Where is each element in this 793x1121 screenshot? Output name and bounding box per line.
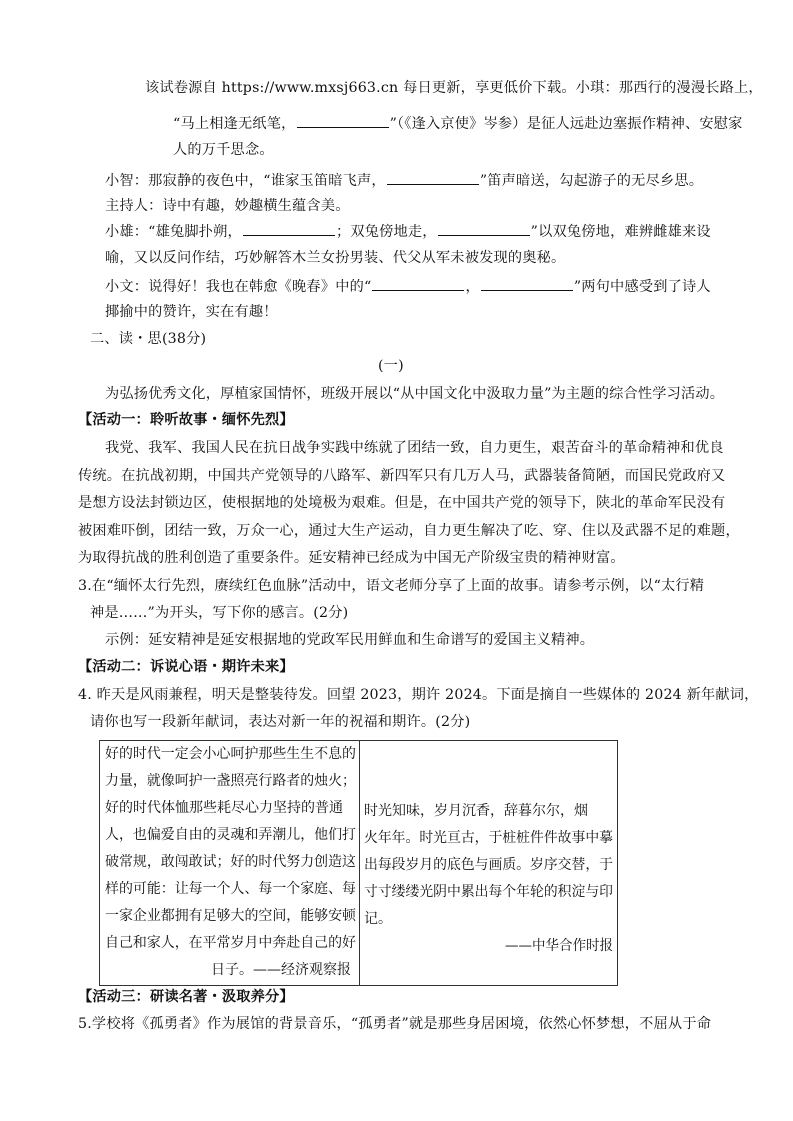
table-cell-text: 人，也偏爱自由的灵魂和弄潮儿，他们打 [105, 827, 356, 843]
text-line: 喻，又以反问作结，巧妙解答木兰女扮男装、代父从军未被发现的奥秘。 [105, 250, 566, 266]
table-cell-text: 好的时代体恤那些耗尽心力坚持的普通 [105, 800, 343, 816]
table-cell-source: ——中华合作时报 [505, 938, 614, 954]
table-cell-text: 样的可能：让每一个人、每一个家庭、每 [105, 881, 356, 897]
poem-line-xiaoqi: “马上相逢无纸笔， ”（《逢入京使》岑参）是征人远赴边塞振作精神、安慰家 [173, 113, 743, 134]
table-cell-text: 时光知味，岁月沉香，辞暮尔尔，烟 [364, 803, 588, 819]
answer-blank[interactable] [372, 276, 464, 291]
question-3: 3.在“缅怀太行先烈，赓续红色血脉”活动中，语文老师分享了上面的故事。请参考示例，以“太行精 [78, 578, 705, 594]
answer-blank[interactable] [481, 276, 573, 291]
activity-3-heading: 【活动三：研读名著・汲取养分】 [78, 989, 294, 1005]
table-cell-text: 出每段岁月的底色与画质。岁序交替，于 [364, 857, 614, 873]
poem-line-xiaozhi: 小智：那寂静的夜色中，“谁家玉笛暗飞声， ”笛声暗送，勾起游子的无尽乡思。 [105, 170, 703, 191]
story-line: 传统。在抗战初期，中国共产党领导的八路军、新四军只有几万人马，武器装备简陋，而国民党政府又 [78, 468, 726, 484]
subsection-heading: (一) [378, 358, 404, 374]
activity-1-heading: 【活动一：聆听故事・缅怀先烈】 [78, 412, 294, 428]
table-cell-text: 好的时代一定会小心呵护那些生生不息的 [105, 746, 356, 762]
text-line: 人的万千思念。 [173, 142, 274, 158]
poem-line-xiaowen: 小文：说得好！我也在韩愈《晚春》中的“ ， ”两句中感受到了诗人 [105, 276, 711, 297]
table-cell-source: 日子。——经济观察报 [211, 962, 351, 978]
question-5: 5.学校将《孤勇者》作为展馆的背景音乐，“孤勇者”就是那些身居困境，依然心怀梦想，不屈从于命 [78, 1016, 712, 1032]
table-cell-text: 记。 [364, 911, 392, 927]
activity-2-heading: 【活动二：诉说心语・期许未来】 [78, 659, 294, 675]
answer-blank[interactable] [297, 113, 389, 128]
story-line: 为取得抗战的胜利创造了重要条件。延安精神已经成为中国无产阶级宝贵的精神财富。 [78, 550, 625, 566]
source-header: 该试卷源自 https://www.mxsj663.cn 每日更新，享更低价下载。小琪：那西行的漫漫长路上， [145, 80, 763, 96]
answer-blank[interactable] [438, 221, 530, 236]
new-year-greetings-table [99, 740, 618, 986]
story-line: 被困难吓倒，团结一致，万众一心，通过大生产运动，自力更生解决了吃、穿、住以及武器不足的难题， [78, 523, 740, 539]
host-line: 主持人：诗中有趣，妙趣横生蕴含美。 [105, 198, 350, 214]
poem-line-xiaoxiong: 小雄：“雄兔脚扑朔， ；双兔傍地走， ”以双兔傍地，难辨雌雄来设 [105, 221, 711, 242]
table-cell-text: 寸寸缕缕光阴中累出每个年轮的积淀与印 [364, 884, 614, 900]
table-cell-text: 力量，就像呵护一盏照亮行路者的烛火； [105, 773, 356, 789]
text-line: 揶揄中的赞许，实在有趣！ [105, 304, 278, 320]
section-heading: 二、读・思(38分) [90, 331, 207, 347]
question-3-cont: 神是……”为开头，写下你的感言。(2分) [90, 605, 349, 621]
table-cell-text: 一家企业都拥有足够大的空间，能够安顿 [105, 908, 356, 924]
story-line: 是想方设法封锁边区，使根据地的处境极为艰难。但是，在中国共产党的领导下，陕北的革命军民没有 [78, 495, 726, 511]
example-text: 示例：延安精神是延安根据地的党政军民用鲜血和生命谱写的爱国主义精神。 [105, 632, 595, 648]
table-cell-text: 火年年。时光亘古，于桩桩件件故事中摹 [364, 830, 614, 846]
table-cell-text: 破常规，敢闯敢试；好的时代努力创造这 [105, 854, 356, 870]
intro-paragraph: 为弘扬优秀文化，厚植家国情怀，班级开展以“从中国文化中汲取力量”为主题的综合性学习活动。 [105, 386, 725, 402]
table-cell-text: 自己和家人，在平常岁月中奔赴自己的好 [105, 935, 356, 951]
question-4: 4. 昨天是风雨兼程，明天是整装待发。回望 2023，期许 2024。下面是摘自一些媒体的 2024 新年献词， [78, 687, 759, 703]
answer-blank[interactable] [387, 170, 479, 185]
question-4-cont: 请你也写一段新年献词，表达对新一年的祝福和期许。(2分) [90, 714, 471, 730]
table-divider [359, 741, 360, 985]
answer-blank[interactable] [243, 221, 335, 236]
story-line: 我党、我军、我国人民在抗日战争实践中练就了团结一致，自力更生，艰苦奋斗的革命精神和优良 [105, 440, 724, 456]
